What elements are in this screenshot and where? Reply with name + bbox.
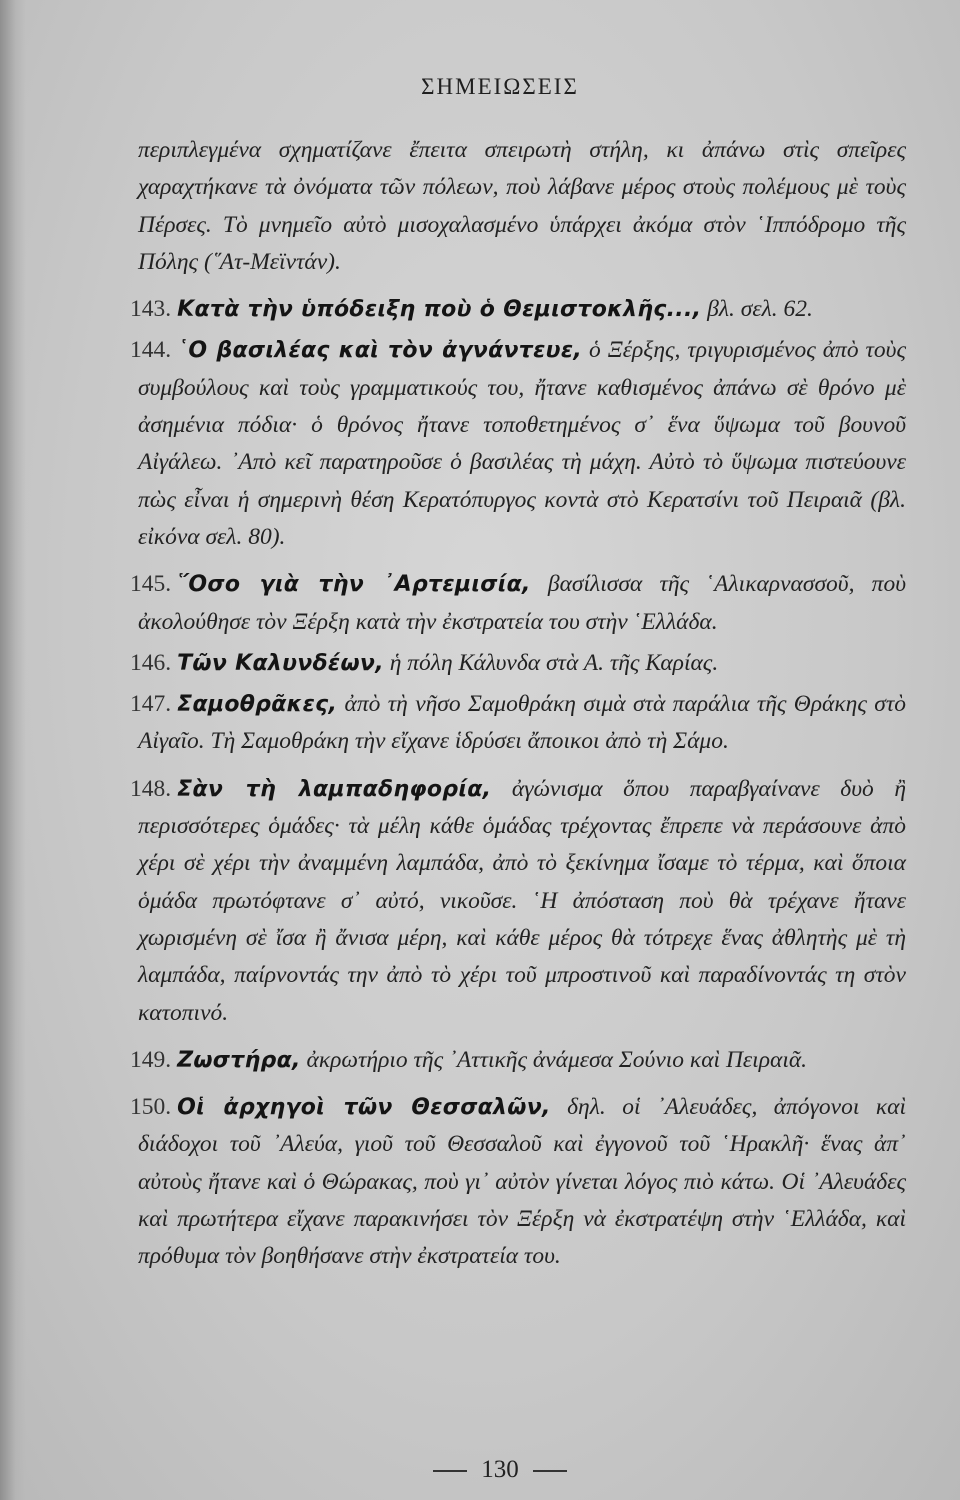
continuation-paragraph: περιπλεγμένα σχηματίζανε ἔπειτα σπειρωτὴ στήλη, κι ἀπάνω στὶς σπεῖρες χαραχτήκανε τὰ ὀνόματα τῶν πόλεων, ποὺ λάβανε μέρος στοὺς πολέμους μὲ τοὺς Πέρσες. Τὸ μνημεῖο αὐτὸ μισοχαλασμένο ὑπάρχει ἀκόμα στὸν ῾Ιππόδρομο τῆς Πόλης (῞Ατ-Μεϊντάν). xyxy=(138,137,906,275)
note-number: 149. xyxy=(130,1046,172,1073)
note-text: βασίλισσα τῆς ῾Αλικαρνασσοῦ, ποὺ ἀκολούθησε τὸν Ξέρξη κατὰ τὴν ἐκστρατεία του στὴν ῾Ελλάδα. xyxy=(138,571,906,635)
page-number-footer xyxy=(0,1456,960,1484)
note-145 xyxy=(130,566,906,641)
note-148 xyxy=(130,771,906,1032)
folio-dash-left xyxy=(433,1470,467,1472)
folio-dash-right xyxy=(533,1470,567,1472)
note-147 xyxy=(130,686,906,761)
note-number: 144. xyxy=(130,337,172,364)
note-lemma: ῾Ο βασιλέας καὶ τὸν ἀγνάντευε, xyxy=(177,338,583,364)
note-text: ἡ πόλη Κάλυνδα στὰ Α. τῆς Καρίας. xyxy=(383,649,719,676)
note-lemma: Τῶν Καλυνδέων, xyxy=(177,650,384,676)
note-number: 148. xyxy=(130,775,172,802)
note-lemma: Σὰν τὴ λαμπαδηφορία, xyxy=(177,776,492,802)
note-number: 143. xyxy=(130,296,172,323)
page-number: 130 xyxy=(481,1456,519,1483)
note-143 xyxy=(130,291,906,328)
note-number: 150. xyxy=(130,1094,172,1121)
note-text: δηλ. οἱ ᾿Αλευάδες, ἀπόγονοι καὶ διάδοχοι τοῦ ᾿Αλεύα, γιοῦ τοῦ Θεσσαλοῦ καὶ ἐγγονοῦ τοῦ ῾Ηρακλῆ· ἕνας ἀπ᾿ αὐτοὺς ἤτανε καὶ ὁ Θώρακας, ποὺ γι᾿ αὐτὸν γίνεται λόγος πιὸ κάτω. Οἱ ᾿Αλευάδες καὶ πρωτήτερα εἴχανε παρακινήσει τὸν Ξέρξη νὰ ἐκστρατέψη στὴν ῾Ελλάδα, καὶ πρόθυμα τὸν βοηθήσανε στὴν ἐκστρατεία του. xyxy=(138,1094,906,1270)
note-lemma: ῞Οσο γιὰ τὴν ᾿Αρτεμισία, xyxy=(177,572,531,598)
note-lemma: Ζωστήρα, xyxy=(177,1047,301,1073)
note-lemma: Κατὰ τὴν ὑπόδειξη ποὺ ὁ Θεμιστοκλῆς..., xyxy=(177,297,702,323)
note-146 xyxy=(130,645,906,682)
note-lemma: Οἱ ἀρχηγοὶ τῶν Θεσσαλῶν, xyxy=(177,1095,551,1121)
note-text: ὁ Ξέρξης, τριγυρισμένος ἀπὸ τοὺς συμβούλους καὶ τοὺς γραμματικούς του, ἤτανε καθισμένος ἀπάνω σὲ θρόνο μὲ ἀσημένια πόδια· ὁ θρόνος ἤτανε τοποθετημένος σ᾿ ἕνα ὕψωμα τοῦ βουνοῦ Αἰγάλεω. ᾿Απὸ κεῖ παρατηροῦσε ὁ βασιλέας τὴ μάχη. Αὐτὸ τὸ ὕψωμα πιστεύουνε πὼς εἶναι ἡ σημερινὴ θέση Κερατόπυργος κοντὰ στὸ Κερατσίνι τοῦ Πειραιᾶ (βλ. εἰκόνα σελ. 80). xyxy=(138,337,907,550)
note-144 xyxy=(130,332,907,556)
note-text: ἀκρωτήριο τῆς ᾿Αττικῆς ἀνάμεσα Σούνιο καὶ Πειραιᾶ. xyxy=(300,1046,808,1073)
note-number: 147. xyxy=(130,691,172,718)
note-149 xyxy=(130,1042,906,1079)
note-text: βλ. σελ. 62. xyxy=(701,296,813,323)
note-lemma: Σαμοθρᾶκες, xyxy=(177,692,338,718)
note-text: ἀπὸ τὴ νῆσο Σαμοθράκη σιμὰ στὰ παράλια τῆς Θράκης στὸ Αἰγαῖο. Τὴ Σαμοθράκη τὴν εἴχανε ἱδρύσει ἄποικοι ἀπὸ τὴ Σάμο. xyxy=(138,691,906,755)
note-number: 145. xyxy=(130,571,172,598)
note-text: ἀγώνισμα ὅπου παραβγαίνανε δυὸ ἢ περισσότερες ὁμάδες· τὰ μέλη κάθε ὁμάδας τρέχοντας ἔπρεπε νὰ περάσουνε ἀπὸ χέρι σὲ χέρι τὴν ἀναμμένη λαμπάδα, ἀπὸ τὸ ξεκίνημα ἴσαμε τὸ τέρμα, καὶ ὅποια ὁμάδα πρωτόφτανε σ᾿ αὐτό, νικοῦσε. ῾Η ἀπόσταση ποὺ θὰ τρέχανε ἤτανε χωρισμένη σὲ ἴσα ἢ ἄνισα μέρη, καὶ κάθε μέρος θὰ τότρεχε ἕνας ἀθλητὴς μὲ τὴ λαμπάδα, παίρνοντάς την ἀπὸ τὸ χέρι τοῦ μπροστινοῦ καὶ παραδίνοντάς τη στὸν κατοπινό. xyxy=(138,775,906,1026)
running-head: ΣΗΜΕΙΩΣΕΙΣ xyxy=(421,74,579,99)
note-150 xyxy=(130,1089,906,1275)
note-number: 146. xyxy=(130,649,172,676)
notes-body xyxy=(130,132,907,1276)
